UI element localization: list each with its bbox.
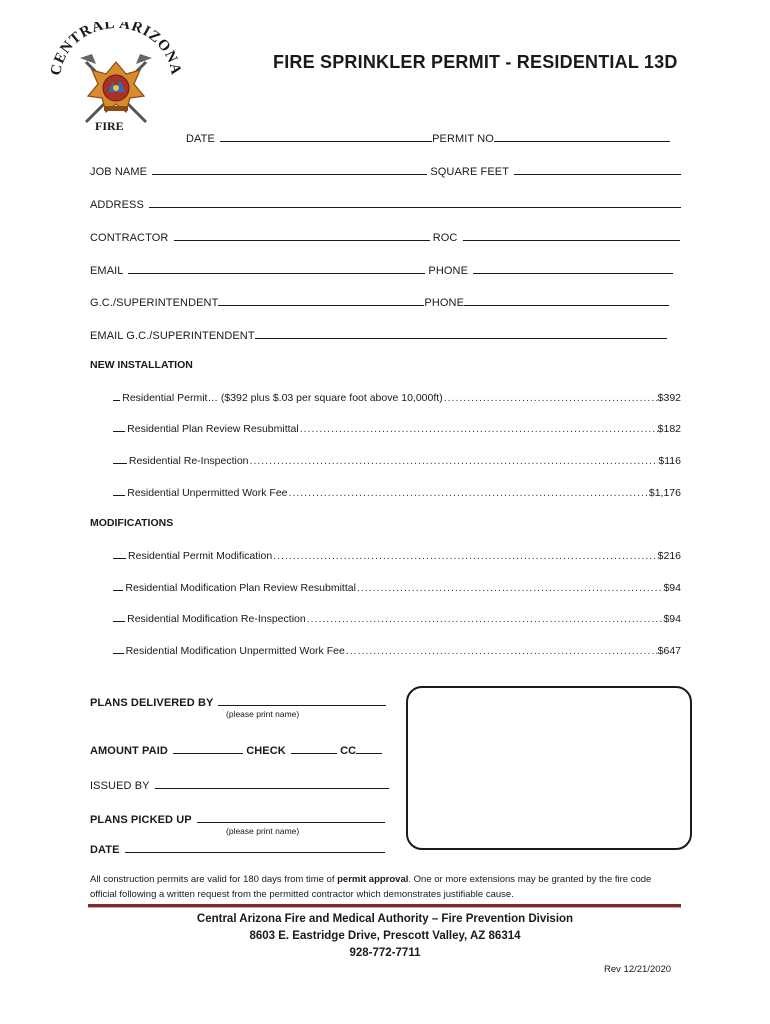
square-feet-field[interactable] (514, 162, 681, 175)
footer-address: 8603 E. Eastridge Drive, Prescott Valley, AZ 86314 (249, 930, 521, 942)
modifications-heading: MODIFICATIONS (90, 517, 174, 529)
pickup-date-field[interactable] (125, 840, 385, 853)
fee-description: Residential Permit… ($392 plus $.03 per square foot above 10,000ft) (122, 392, 443, 404)
roc-label: ROC (432, 232, 458, 244)
gc-phone-label: PHONE (424, 297, 465, 309)
fee-description: Residential Modification Unpermitted Work Fee (125, 645, 345, 657)
dot-leader (356, 582, 664, 594)
fee-row-modification-reinspection (113, 611, 681, 625)
gc-field[interactable] (218, 293, 424, 306)
fee-checkbox-line[interactable] (113, 453, 127, 464)
contractor-label: CONTRACTOR (90, 232, 169, 244)
email-row (90, 261, 673, 277)
fee-description: Residential Unpermitted Work Fee (127, 487, 288, 499)
dot-leader (249, 455, 659, 467)
email-label: EMAIL (90, 265, 124, 277)
dot-leader (345, 645, 658, 657)
fee-description: Residential Re-Inspection (128, 455, 249, 467)
phone-field[interactable] (473, 261, 673, 274)
gc-email-row (90, 326, 667, 342)
fee-description: Residential Modification Re-Inspection (127, 613, 306, 625)
fee-row-plan-review (113, 421, 681, 435)
note-bold-text: permit approval (337, 874, 409, 885)
fee-price: $392 (657, 392, 681, 404)
fee-row-modification-unpermitted (113, 643, 681, 657)
revision-date: Rev 12/21/2020 (604, 964, 672, 975)
fee-price: $116 (658, 455, 681, 467)
fee-row-unpermitted-work (113, 485, 681, 499)
date-field[interactable] (220, 129, 432, 142)
fee-checkbox-line[interactable] (113, 485, 125, 496)
fee-checkbox-line[interactable] (113, 580, 123, 591)
roc-field[interactable] (463, 228, 680, 241)
gc-email-label: EMAIL G.C./SUPERINTENDENT (90, 330, 255, 342)
pickup-date-row (90, 840, 385, 856)
plans-delivered-row (90, 693, 386, 709)
new-installation-heading: NEW INSTALLATION (90, 359, 193, 371)
gc-row (90, 293, 669, 309)
plans-delivered-field[interactable] (218, 693, 386, 706)
fee-row-permit-modification (113, 548, 681, 562)
gc-label: G.C./SUPERINTENDENT (90, 297, 219, 309)
gc-email-field[interactable] (255, 326, 667, 339)
note-text-1: All construction permits are valid for 180 days from time of (90, 874, 338, 885)
issued-by-label: ISSUED BY (90, 780, 150, 792)
note-text-2: . One or more extensions may be granted by the fire code official following a written request from the permitted contractor which demonstrates justifiable cause. (90, 874, 652, 900)
date-row (186, 129, 670, 145)
date-label: DATE (186, 133, 215, 145)
plans-delivered-label: PLANS DELIVERED BY (90, 697, 214, 709)
job-name-label: JOB NAME (90, 166, 148, 178)
fee-checkbox-line[interactable] (113, 390, 120, 401)
dot-leader (272, 550, 657, 562)
permit-no-field[interactable] (494, 129, 670, 142)
gc-phone-field[interactable] (464, 293, 669, 306)
fee-description: Residential Plan Review Resubmittal (127, 423, 299, 435)
page-title: FIRE SPRINKLER PERMIT - RESIDENTIAL 13D (273, 52, 678, 72)
contractor-field[interactable] (174, 228, 430, 241)
contractor-row (90, 228, 680, 244)
fee-price: $647 (657, 645, 681, 657)
fee-description: Residential Modification Plan Review Resubmittal (125, 582, 356, 594)
square-feet-label: SQUARE FEET (430, 166, 509, 178)
dot-leader (443, 392, 658, 404)
job-name-field[interactable] (152, 162, 427, 175)
fee-row-modification-plan-review (113, 580, 681, 594)
issued-by-row (90, 776, 389, 792)
issued-by-field[interactable] (155, 776, 389, 789)
plans-picked-up-label: PLANS PICKED UP (90, 814, 192, 826)
plans-picked-up-field[interactable] (197, 810, 385, 823)
cc-label: CC (340, 745, 357, 757)
amount-paid-row (90, 741, 382, 757)
job-name-row (90, 162, 681, 178)
print-name-hint: (please print name) (226, 709, 300, 719)
pickup-date-label: DATE (90, 844, 120, 856)
permit-no-label: PERMIT NO (432, 133, 494, 145)
fee-row-residential-permit (113, 390, 681, 404)
phone-label: PHONE (428, 265, 469, 277)
cc-field[interactable] (356, 741, 382, 754)
amount-paid-field[interactable] (173, 741, 243, 754)
fee-checkbox-line[interactable] (113, 643, 124, 654)
logo-arc-text: CENTRAL ARIZONA (48, 22, 184, 77)
footer-divider (88, 904, 681, 908)
plans-picked-up-row (90, 810, 385, 826)
validity-note (90, 872, 680, 902)
fee-checkbox-line[interactable] (113, 548, 126, 559)
dot-leader (306, 613, 664, 625)
email-field[interactable] (128, 261, 425, 274)
fee-checkbox-line[interactable] (113, 421, 125, 432)
footer-phone: 928-772-7711 (349, 947, 421, 959)
dot-leader (299, 423, 658, 435)
fee-price: $182 (657, 423, 681, 435)
office-stamp-box[interactable] (406, 686, 692, 850)
fee-checkbox-line[interactable] (113, 611, 125, 622)
fee-price: $94 (663, 613, 681, 625)
dot-leader (288, 487, 649, 499)
fee-row-reinspection (113, 453, 681, 467)
fee-price: $216 (657, 550, 681, 562)
amount-paid-label: AMOUNT PAID (90, 745, 168, 757)
address-row (90, 195, 681, 211)
print-name-hint-2: (please print name) (226, 826, 300, 836)
fee-price: $94 (663, 582, 681, 594)
logo-fire-text: FIRE (95, 119, 124, 133)
check-field[interactable] (291, 741, 337, 754)
footer-agency: Central Arizona Fire and Medical Authority – Fire Prevention Division (196, 913, 574, 925)
fee-price: $1,176 (648, 487, 681, 499)
check-label: CHECK (246, 745, 286, 757)
address-label: ADDRESS (90, 199, 144, 211)
fee-description: Residential Permit Modification (128, 550, 273, 562)
address-field[interactable] (149, 195, 681, 208)
